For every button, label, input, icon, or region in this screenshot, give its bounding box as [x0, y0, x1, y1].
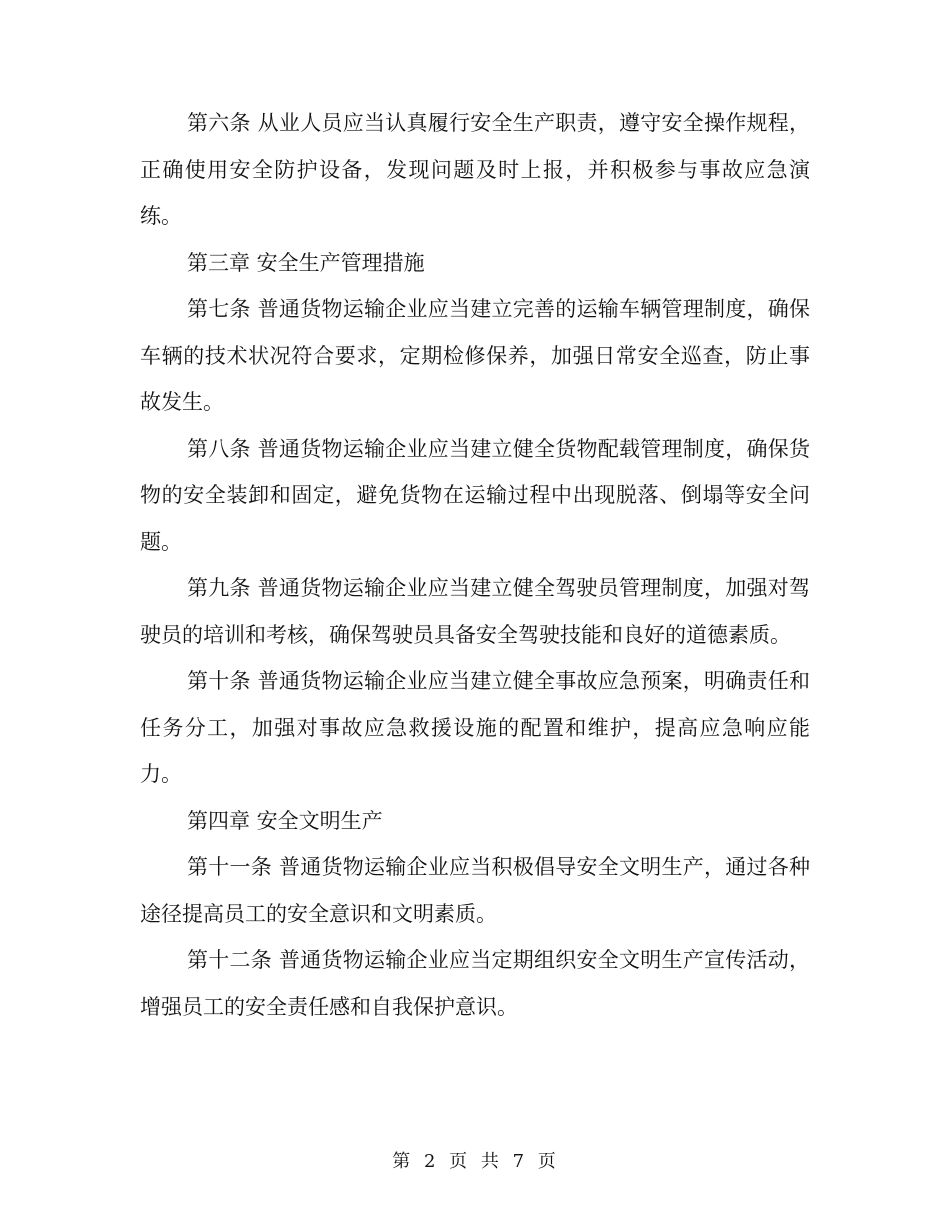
- chapter-4-heading: 第四章 安全文明生产: [187, 808, 383, 833]
- chapter-3-heading: 第三章 安全生产管理措施: [187, 250, 425, 275]
- article-6-paragraph: 第六条 从业人员应当认真履行安全生产职责，遵守安全操作规程，正确使用安全防护设备，发现问题及时上报，并积极参与事故应急演练。: [140, 111, 810, 228]
- article-8-paragraph: 第八条 普通货物运输企业应当建立健全货物配载管理制度，确保货物的安全装卸和固定，避免货物在运输过程中出现脱落、倒塌等安全问题。: [140, 436, 810, 554]
- article-9-paragraph: 第九条 普通货物运输企业应当建立健全驾驶员管理制度，加强对驾驶员的培训和考核，确保驾驶员具备安全驾驶技能和良好的道德素质。: [140, 576, 810, 647]
- page-number-footer: 第 2 页 共 7 页: [392, 1151, 558, 1172]
- document-body: [140, 100, 810, 1030]
- article-10-paragraph: 第十条 普通货物运输企业应当建立健全事故应急预案，明确责任和任务分工，加强对事故应急救援设施的配置和维护，提高应急响应能力。: [140, 669, 810, 786]
- article-11-paragraph: 第十一条 普通货物运输企业应当积极倡导安全文明生产，通过各种途径提高员工的安全意识和文明素质。: [140, 855, 810, 926]
- article-12-paragraph: 第十二条 普通货物运输企业应当定期组织安全文明生产宣传活动，增强员工的安全责任感和自我保护意识。: [140, 948, 810, 1019]
- article-7-paragraph: 第七条 普通货物运输企业应当建立完善的运输车辆管理制度，确保车辆的技术状况符合要求，定期检修保养，加强日常安全巡查，防止事故发生。: [140, 297, 810, 414]
